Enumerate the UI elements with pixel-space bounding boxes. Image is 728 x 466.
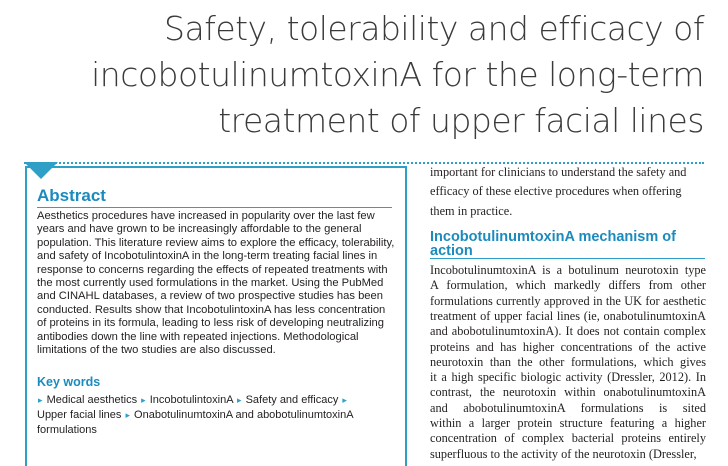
abstract-text: Aesthetics procedures have increased in popularity over the last few years and have grown to be increasingly affordable to the general population. This literature review aims to explore the efficacy, tolerability, and safety of IncobotulintoxinA in the long-term treating facial lines in response to concerns regarding the effects of repeated treatments with the most currently used formulations in the market. Using the PubMed and CINAHL databases, a review of two prospective studies has been conducted. Results show that IncobotulintoxinA has less concentration of proteins in its formula, leading to less risk of developing neutralizing antibodies down the line with repeated injections. Methodological limitations of the two studies are also discussed. (37, 210, 395, 357)
body-line: superfluous to the activity of the neurotoxin (Dressler, (430, 446, 697, 461)
body-line: and abobotulinumtoxinA). It does not contain complex (430, 324, 706, 339)
body-line: formulations currently approved in the UK for aesthetic (430, 293, 706, 308)
keyword-item: Medical aesthetics (46, 394, 138, 406)
body-line: and abobotulinumtoxinA formulations is sited (430, 400, 706, 415)
arrow-icon: ▸ (342, 395, 347, 405)
arrow-icon: ▸ (141, 395, 146, 405)
title-line: treatment of upper facial lines (218, 101, 704, 140)
article-title (44, 6, 704, 144)
body-line: IncobotulinumtoxinA is a botulinum neurotoxin type (430, 263, 706, 277)
body-line: proteins and has higher concentrations of the active (430, 339, 706, 354)
abstract-heading-underline (37, 207, 392, 208)
keyword-item: OnabotulinumtoxinA and abobotulinumtoxinA formulations (37, 409, 353, 436)
arrow-icon: ▸ (38, 395, 43, 405)
section-heading-underline (430, 258, 705, 259)
keywords-list (37, 393, 399, 438)
intro-paragraph: important for clinicians to understand the safety and efficacy of these elective procedures when offering them in practice. (430, 165, 687, 218)
arrow-icon: ▸ (236, 395, 242, 405)
body-line: it a high specific biologic activity (Dressler, 2012). In (430, 370, 706, 385)
abstract-heading: Abstract (37, 186, 106, 205)
keywords-heading: Key words (37, 375, 101, 389)
keyword-item: IncobotulintoxinA (149, 394, 233, 406)
title-line: incobotulinumtoxinA for the long-term (91, 55, 704, 94)
body-line: within a larger protein structure featuring a higher (430, 416, 706, 431)
section-heading: IncobotulinumtoxinA mechanism of action (430, 229, 676, 259)
keyword-item: Safety and efficacy (245, 394, 339, 406)
triangle-marker-icon (24, 162, 58, 179)
body-line: contrast, the neurotoxin within onabotulinumtoxinA (430, 385, 706, 400)
keyword-item: Upper facial lines (37, 409, 122, 421)
title-line: Safety, tolerability and efficacy of (164, 9, 704, 48)
body-line: treatment of upper facial lines (ie, onabotulinumtoxinA (430, 308, 706, 323)
body-line: A formulation, which markedly differs from other (430, 278, 706, 293)
body-line: concentration of complex bacterial proteins entirely (430, 431, 706, 446)
body-line: neurotoxin than the other formulations, which gives (430, 354, 706, 369)
arrow-icon: ▸ (125, 410, 130, 420)
